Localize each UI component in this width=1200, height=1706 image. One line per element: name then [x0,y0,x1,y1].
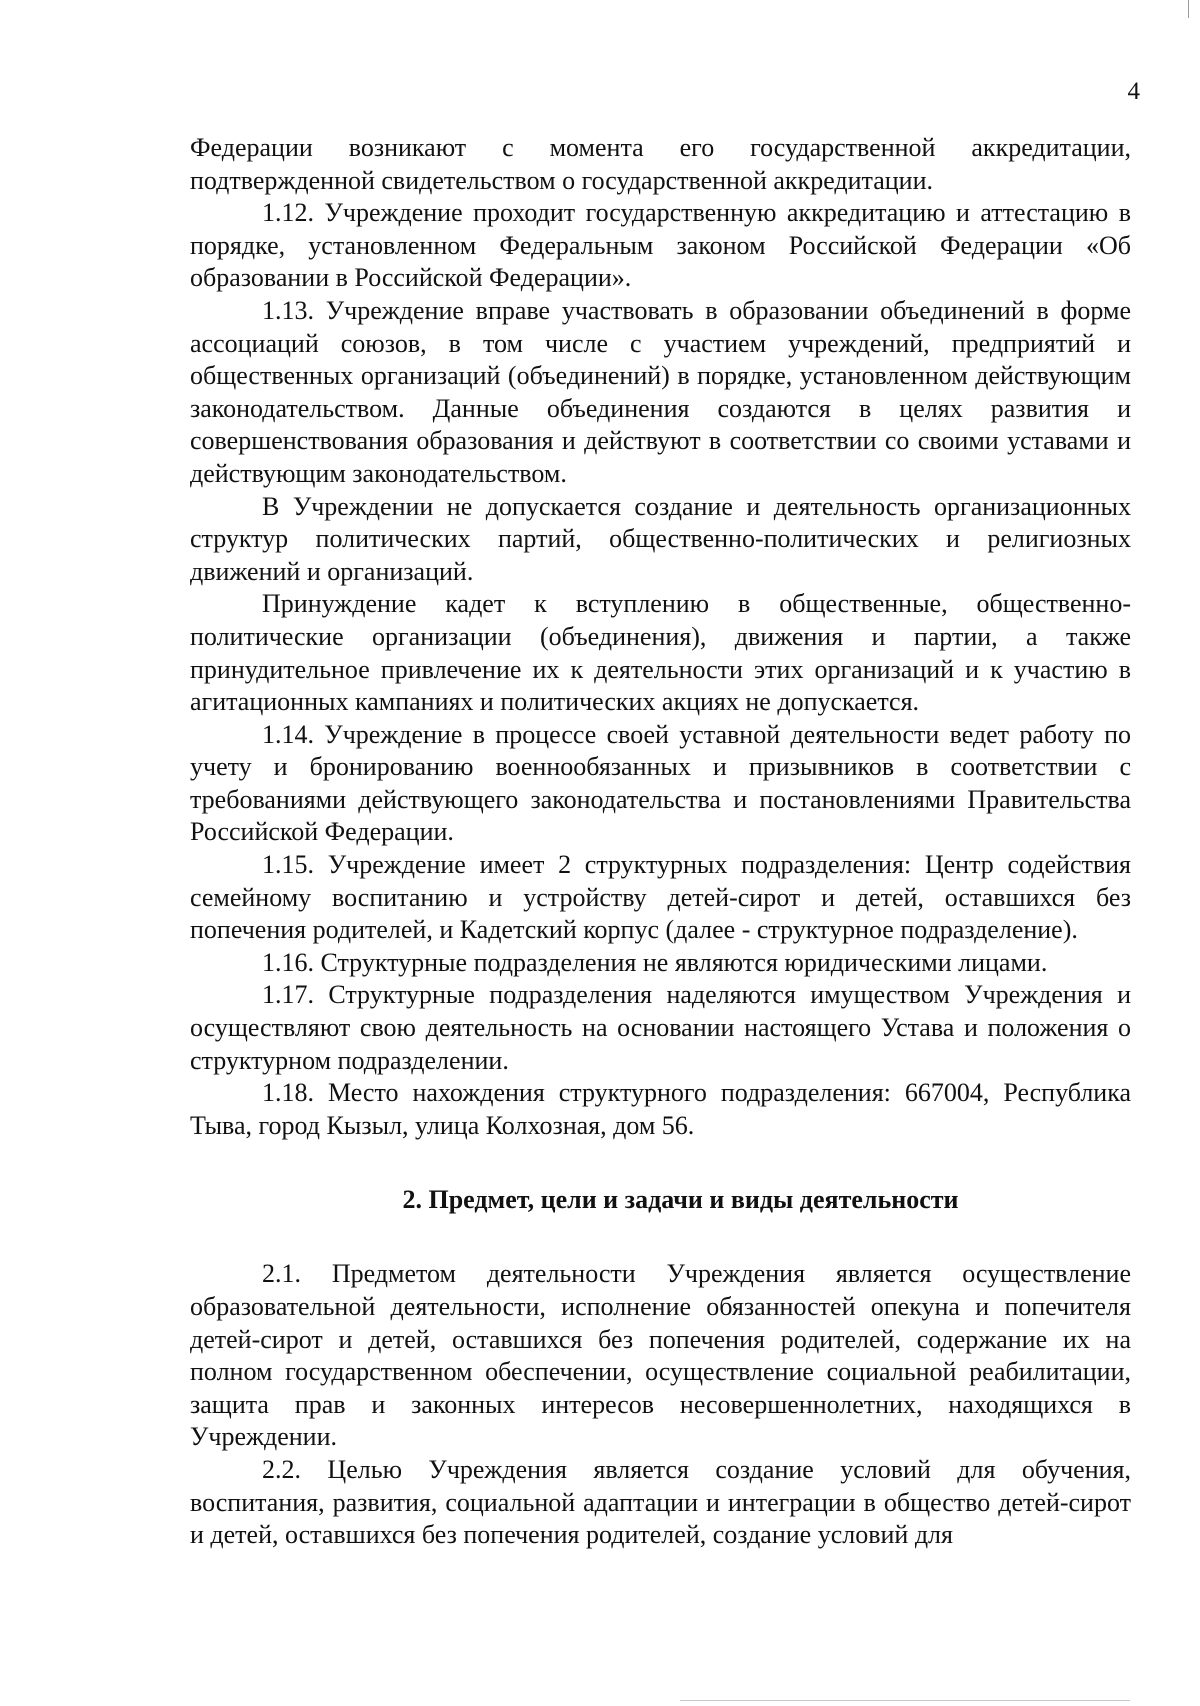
paragraphs-before-section [190,132,1131,1142]
document-body [190,132,1131,1552]
scan-mark-top-right [1188,0,1189,18]
paragraph: В Учреждении не допускается создание и деятельность организационных структур политических партий, общественно-политических и религиозных движений и организаций. [190,491,1131,586]
paragraph: 1.16. Структурные подразделения не являются юридическими лицами. [262,947,1048,977]
paragraph: 2.1. Предметом деятельности Учреждения является осуществление образовательной деятельности, исполнение обязанностей опекуна и попечителя детей-сирот и детей, оставшихся без попечения родителей, содержание их на полном государственном обеспечении, осуществление социальной реабилитации, защита прав и законных интересов несовершеннолетних, находящихся в Учреждении. [190,1259,1131,1452]
paragraph: 1.13. Учреждение вправе участвовать в образовании объединений в форме ассоциаций союзов, в том числе с участием учреждений, предприятий и общественных организаций (объединений) в порядке, установленном действующим законодательством. Данные объединения создаются в целях развития и совершенствования образования и действуют в соответствии со своими уставами и действующим законодательством. [190,295,1131,488]
paragraph: 1.18. Место нахождения структурного подразделения: 667004, Республика Тыва, город Кызыл, улица Колхозная, дом 56. [190,1078,1131,1140]
paragraph: 1.12. Учреждение проходит государственную аккредитацию и аттестацию в порядке, установленном Федеральным законом Российской Федерации «Об образовании в Российской Федерации». [190,198,1131,293]
paragraph: 1.17. Структурные подразделения наделяются имуществом Учреждения и осуществляют свою деятельность на основании настоящего Устава и положения о структурном подразделении. [190,980,1131,1075]
paragraph: Федерации возникают с момента его государственной аккредитации, подтвержденной свидетельством о государственной аккредитации. [190,133,1131,195]
section-heading: 2. Предмет, цели и задачи и виды деятельности [402,1185,959,1215]
paragraph: 2.2. Целью Учреждения является создание условий для обучения, воспитания, развития, социальной адаптации и интеграции в общество детей-сирот и детей, оставшихся без попечения родителей, создание условий для [190,1454,1131,1550]
paragraph: 1.15. Учреждение имеет 2 структурных подразделения: Центр содействия семейному воспитанию и устройству детей-сирот и детей, оставшихся без попечения родителей, и Кадетский корпус (далее - структурное подразделение). [190,850,1131,945]
paragraph: Принуждение кадет к вступлению в общественные, общественно-политические организации (объединения), движения и партии, а также принудительное привлечение их к деятельности этих организаций и к участию в агитационных кампаниях и политических акциях не допускается. [190,589,1131,717]
paragraphs-after-section [190,1258,1131,1551]
scan-mark-bottom [680,1700,1130,1701]
page-number: 4 [1127,78,1140,105]
paragraph: 1.14. Учреждение в процессе своей уставной деятельности ведет работу по учету и бронированию военнообязанных и призывников в соответствии с требованиями действующего законодательства и постановлениями Правительства Российской Федерации. [190,719,1131,847]
